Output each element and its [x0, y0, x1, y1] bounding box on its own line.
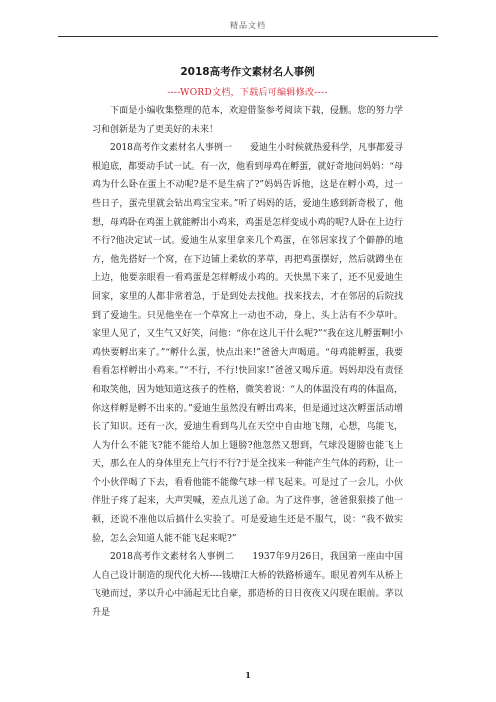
header-label: 精品文档 — [230, 21, 266, 30]
download-notice: ----WORD文档，下载后可编辑修改---- — [167, 88, 328, 98]
header-divider — [58, 36, 438, 37]
document-body — [92, 64, 403, 623]
page-number: 1 — [245, 670, 251, 680]
document-title: 2018高考作文素材名人事例 — [180, 66, 315, 78]
paragraph-example-1: 2018高考作文素材名人事例一 爱迪生小时候就热爱科学，凡事都爱寻根追底，都要动手试一试。有一次，他看到母鸡在孵蛋，就好奇地问妈妈：“母鸡为什么卧在蛋上不动呢?是不是生病了?”妈妈告诉他，这是在孵小鸡，过一些日子，蛋壳里就会钻出鸡宝宝来。”听了妈妈的话，爱迪生感到新奇极了，他想，母鸡卧在鸡蛋上就能孵出小鸡来，鸡蛋是怎样变成小鸡的呢?人卧在上边行不行?他决定试一试。爱迪生从家里拿来几个鸡蛋，在邻居家找了个僻静的地方，他先搭好一个窝，在下边铺上柔软的茅草，再把鸡蛋摆好，然后就蹲坐在上边，他要亲眼看一看鸡蛋是怎样孵成小鸡的。天快黑下来了，还不见爱迪生回家，家里的人都非常着急，于是到处去找他。找来找去，才在邻居的后院找到了爱迪生。只见他坐在一个草窝上一动也不动，身上、头上沾有不少草叶。家里人见了，又生气又好笑，问他：“你在这儿干什么呢?”“我在这儿孵蛋啊!小鸡快要孵出来了。”“孵什么蛋，快点出来!”爸爸大声喝道。“母鸡能孵蛋，我要看看怎样孵出小鸡来。”“不行，不行!快回家!”爸爸又喝斥道。妈妈却没有责怪和取笑他，因为她知道这孩子的性格，微笑着说：“人的体温没有鸡的体温高，你这样孵是孵不出来的。”爱迪生虽然没有孵出鸡来，但是通过这次孵蛋活动增长了知识。还有一次，爱迪生看到鸟儿在天空中自由地飞翔，心想，鸟能飞，人为什么不能飞?能不能给人加上翅膀?他忽然又想到，气球没翅膀也能飞上天，那么在人的身体里充上气行不行?于是全找来一种能产生气体的药粉，让一个小伙伴喝了下去，看看他能不能像气球一样飞起来。可是过了一会儿，小伙伴肚子疼了起来，大声哭喊，差点儿送了命。为了这件事，爸爸狠狠揍了他一顿，还说不准他以后搞什么实验了。可是爱迪生还是不服气，说：“我不做实验，怎么会知道人能不能飞起来呢?” — [92, 143, 403, 544]
paragraph-example-2: 2018高考作文素材名人事例二 1937年9月26日，我国第一座由中国人自己设计制造的现代化大桥----钱塘江大桥的铁路桥通车。眼见着列车从桥上飞驰而过，茅以升心中涌起无比自豪，那造桥的日日夜夜又闪现在眼前。茅以升是 — [92, 552, 403, 619]
paragraph-intro: 下面是小编收集整理的范本，欢迎借鉴参考阅读下载，侵删。您的努力学习和创新是为了更美好的未来！ — [92, 106, 403, 135]
